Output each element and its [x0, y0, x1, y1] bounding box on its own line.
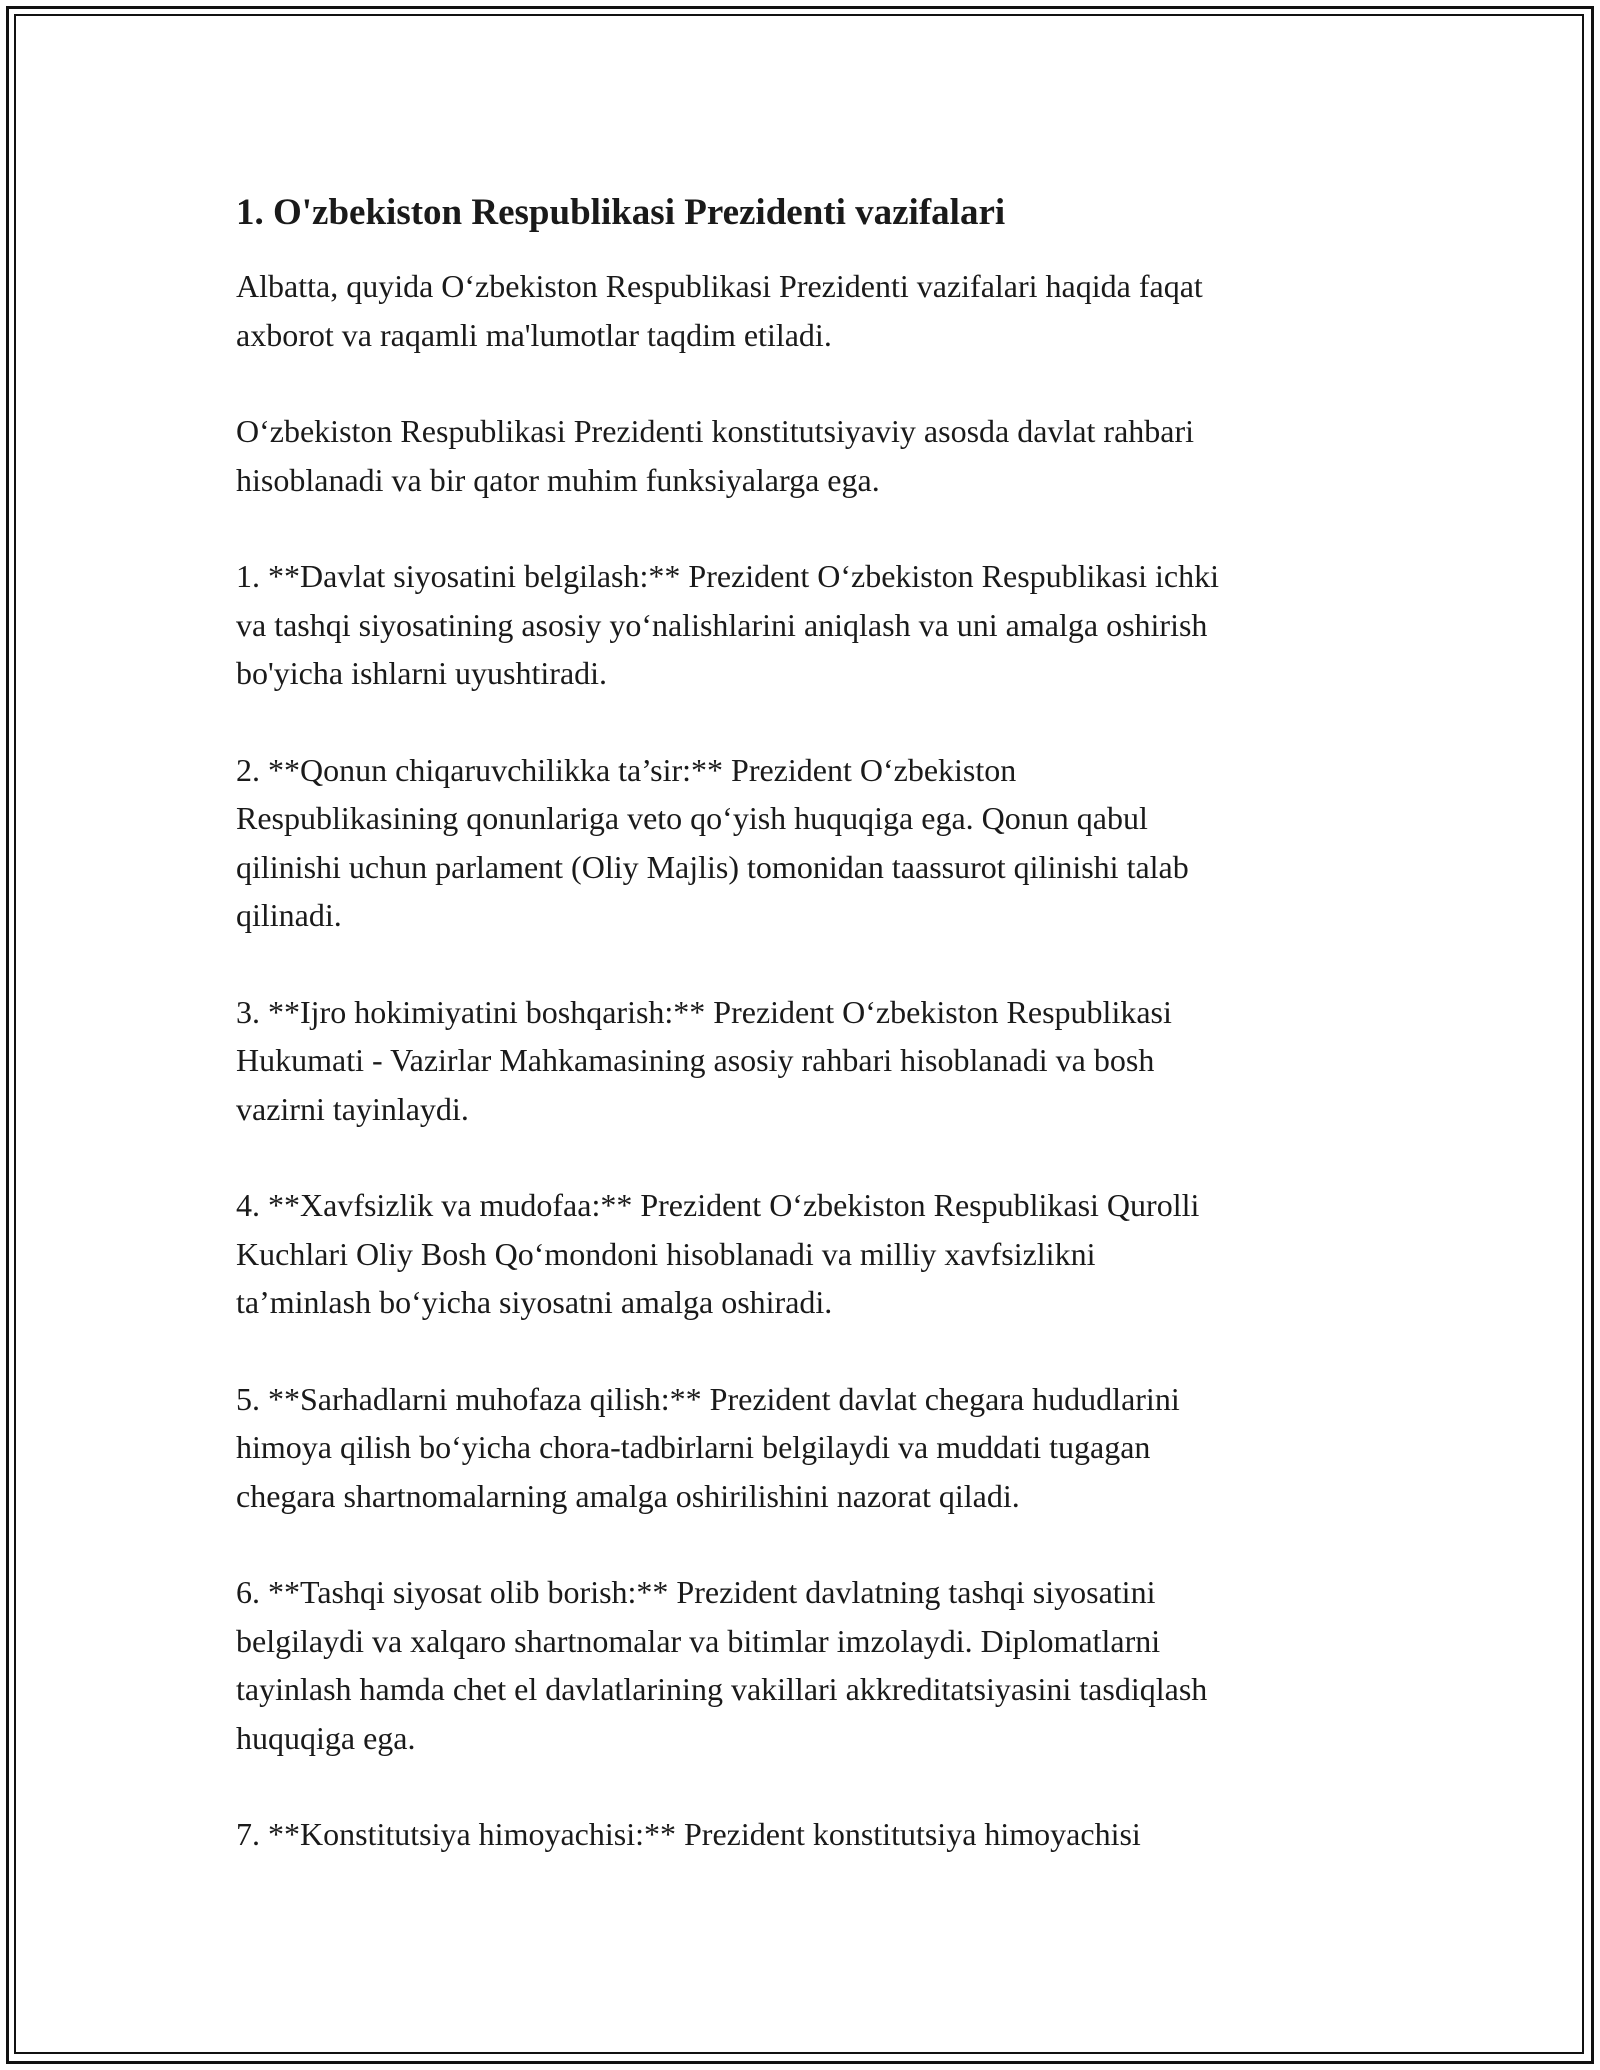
list-item-5: 5. **Sarhadlarni muhofaza qilish:** Prezident davlat chegara hududlarini himoya qilish bo‘yicha chora-tadbirlarni belgilaydi va muddati tugagan chegara shartnomalarning amalga oshirilishini nazorat qiladi. [236, 1380, 1180, 1514]
list-item-6: 6. **Tashqi siyosat olib borish:** Prezident davlatning tashqi siyosatini belgilaydi va xalqaro shartnomalar va bitimlar imzolaydi. Diplomatlarni tayinlash hamda chet el davlatlarining vakillari akkreditatsiyasini tasdiqlash huquqiga ega. [236, 1574, 1208, 1756]
list-item-4: 4. **Xavfsizlik va mudofaa:** Prezident O‘zbekiston Respublikasi Qurolli Kuchlari Oliy Bosh Qo‘mondoni hisoblanadi va milliy xavfsizlikni ta’minlash bo‘yicha siyosatni amalga oshiradi. [236, 1187, 1200, 1320]
list-item-7: 7. **Konstitutsiya himoyachisi:** Prezident konstitutsiya himoyachisi [236, 1816, 1141, 1852]
document-body [236, 188, 1386, 1859]
overview-paragraph: O‘zbekiston Respublikasi Prezidenti konstitutsiyaviy asosda davlat rahbari hisoblanadi va bir qator muhim funksiyalarga ega. [236, 413, 1195, 498]
document-heading: 1. O'zbekiston Respublikasi Prezidenti vazifalari [236, 192, 1006, 233]
list-item-1: 1. **Davlat siyosatini belgilash:** Prezident O‘zbekiston Respublikasi ichki va tashqi siyosatining asosiy yo‘nalishlarini aniqlash va uni amalga oshirish bo'yicha ishlarni uyushtiradi. [236, 558, 1219, 691]
list-item-3: 3. **Ijro hokimiyatini boshqarish:** Prezident O‘zbekiston Respublikasi Hukumati - Vazirlar Mahkamasining asosiy rahbari hisoblanadi va bosh vazirni tayinlaydi. [236, 993, 1172, 1127]
intro-paragraph: Albatta, quyida O‘zbekiston Respublikasi Prezidenti vazifalari haqida faqat axborot va raqamli ma'lumotlar taqdim etiladi. [236, 268, 1203, 353]
list-item-2: 2. **Qonun chiqaruvchilikka ta’sir:** Prezident O‘zbekiston Respublikasining qonunlariga veto qo‘yish huquqiga ega. Qonun qabul qilinishi uchun parlament (Oliy Majlis) tomonidan taassurot qilinishi talab qilinadi. [236, 751, 1189, 933]
